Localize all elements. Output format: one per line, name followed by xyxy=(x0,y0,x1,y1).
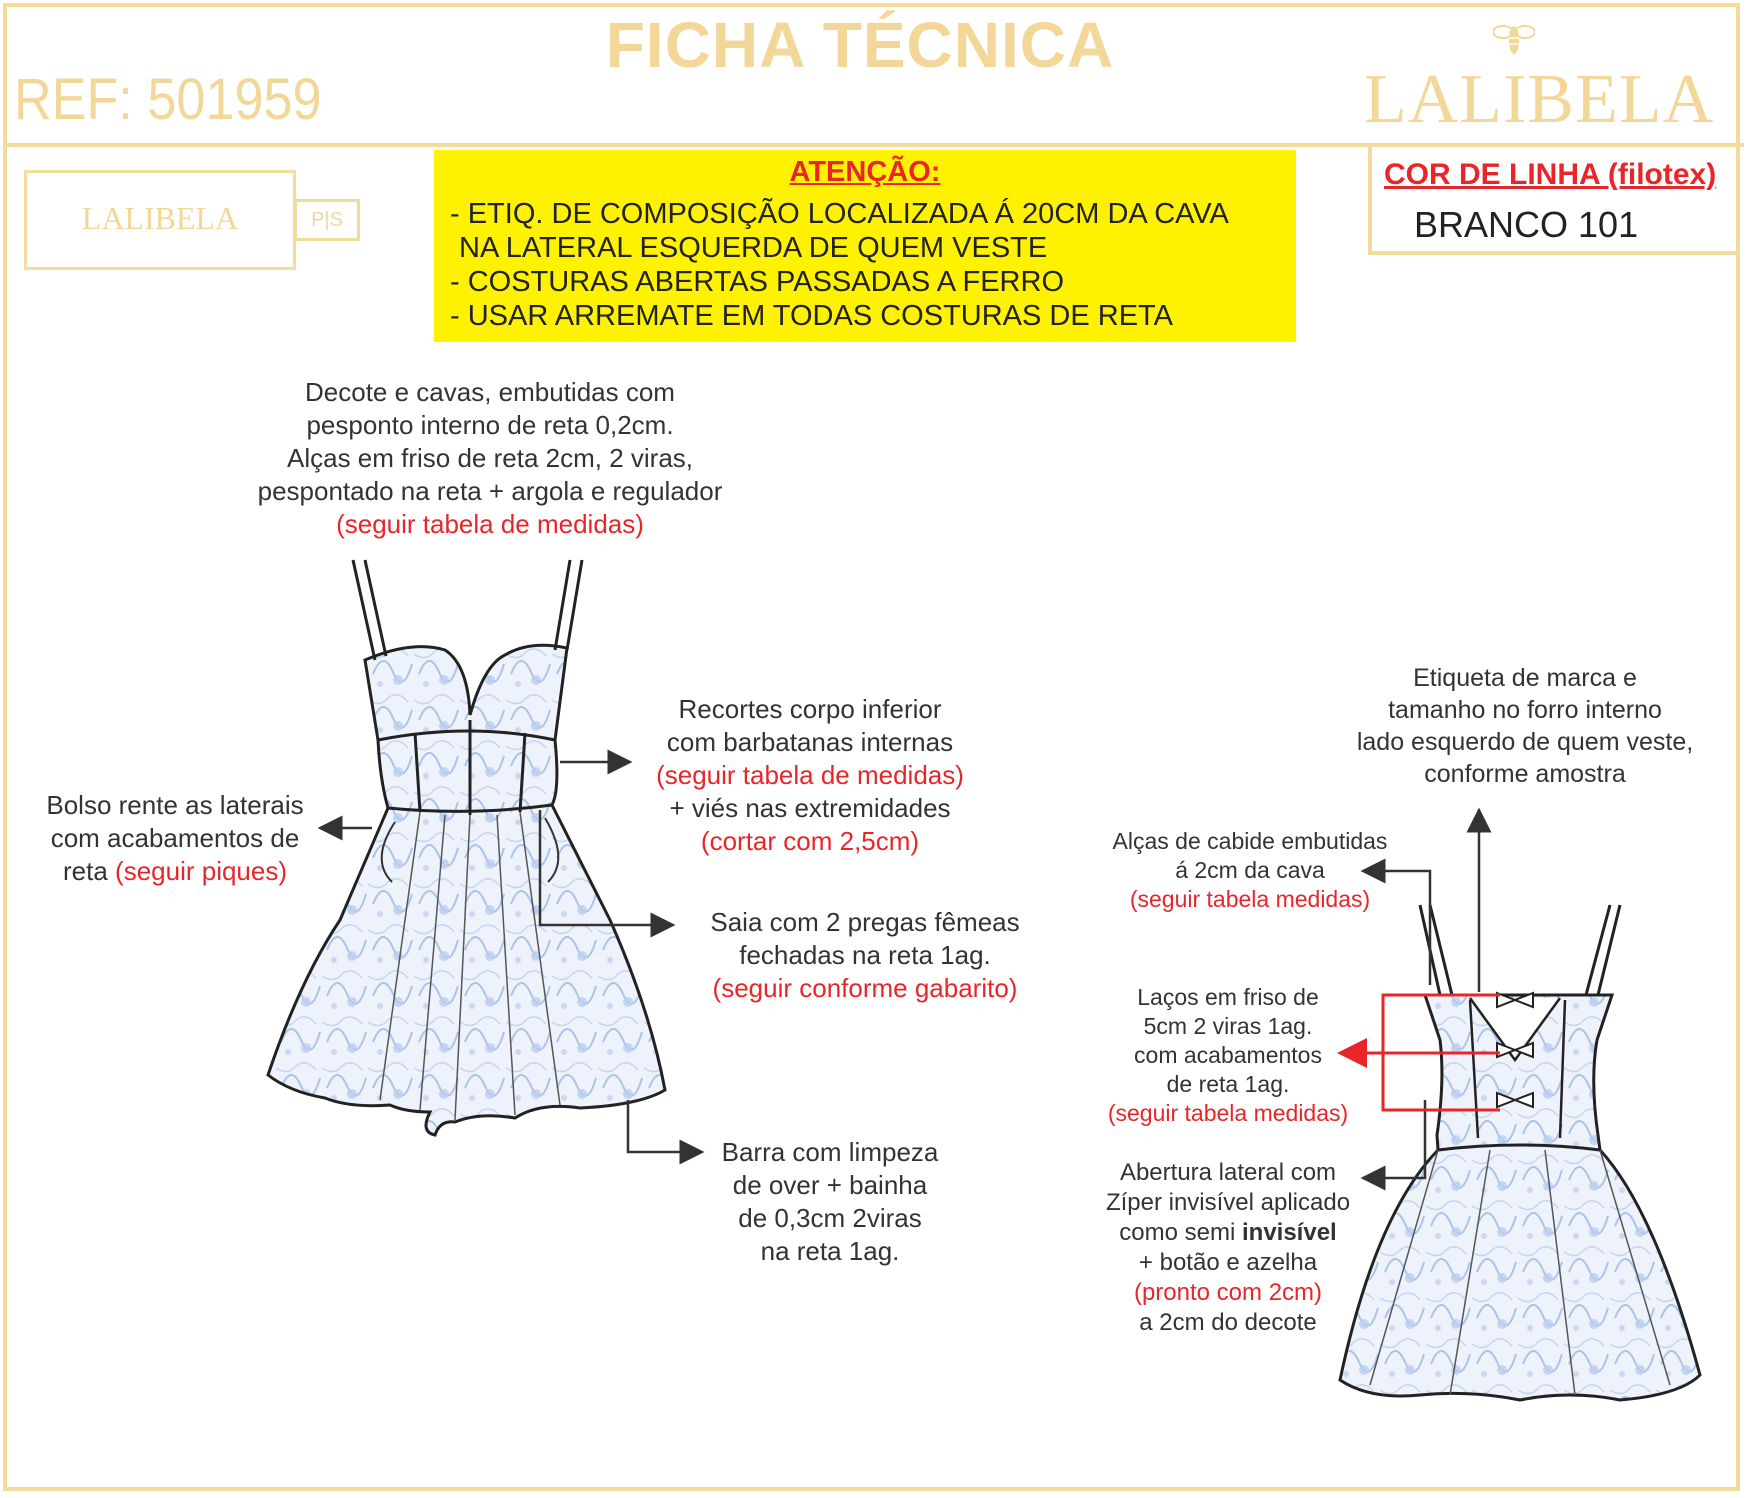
note-alcas-cabide: Alças de cabide embutidas á 2cm da cava (seguir tabela medidas) xyxy=(1112,828,1388,912)
thread-color-title: COR DE LINHA (filotex) xyxy=(1384,158,1717,191)
arrow-icon xyxy=(628,1100,702,1152)
attention-line: - USAR ARREMATE EM TODAS COSTURAS DE RETA xyxy=(450,300,1173,332)
note-barra: Barra com limpeza de over + bainha de 0,3cm 2viras na reta 1ag. xyxy=(721,1137,939,1266)
note-recortes: Recortes corpo inferior com barbatanas internas (seguir tabela de medidas) + viés nas extremidades (cortar com 2,5cm) xyxy=(656,694,964,856)
note-bolso: Bolso rente as laterais com acabamentos de reta (seguir piques) xyxy=(46,790,304,886)
attention-line: - COSTURAS ABERTAS PASSADAS A FERRO xyxy=(450,266,1064,298)
size-tag: P|S xyxy=(294,199,360,241)
attention-line: - ETIQ. DE COMPOSIÇÃO LOCALIZADA Á 20CM DA CAVA xyxy=(450,198,1229,230)
note-neckline: Decote e cavas, embutidas com pesponto interno de reta 0,2cm. Alças em friso de reta 2cm, 2 viras, pespontado na reta + argola e regulador (seguir tabela de medidas) xyxy=(257,377,723,539)
brand-logo: LALIBELA xyxy=(1364,61,1715,138)
thread-color-value: BRANCO 101 xyxy=(1414,204,1639,245)
label-brand: LALIBELA xyxy=(81,200,239,236)
note-saia: Saia com 2 pregas fêmeas fechadas na reta 1ag. (seguir conforme gabarito) xyxy=(710,907,1020,1003)
page-title: FICHA TÉCNICA xyxy=(605,9,1115,81)
note-etiqueta: Etiqueta de marca e tamanho no forro interno lado esquerdo de quem veste, conforme amostra xyxy=(1356,664,1694,788)
reference-code: REF: 501959 xyxy=(14,67,322,132)
note-lacos: Laços em friso de 5cm 2 viras 1ag. com acabamentos de reta 1ag. (seguir tabela medidas) xyxy=(1107,984,1349,1126)
back-dress-drawing xyxy=(1340,905,1700,1400)
note-abertura: Abertura lateral com Zíper invisível aplicado como semi invisível + botão e azelha (pronto com 2cm) a 2cm do decote xyxy=(1105,1159,1351,1336)
attention-line: NA LATERAL ESQUERDA DE QUEM VESTE xyxy=(459,232,1048,264)
attention-title: ATENÇÃO: xyxy=(789,156,941,188)
